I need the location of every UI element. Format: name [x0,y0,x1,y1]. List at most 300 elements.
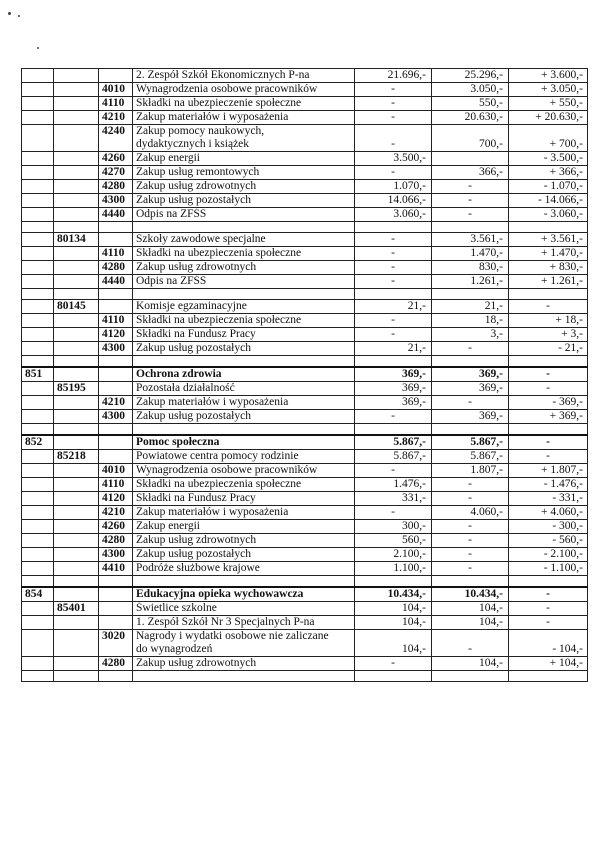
plan-cell: 21.696,- [355,69,432,83]
section-cell: 85218 [54,450,99,464]
paragraph-cell: 4110 [99,478,133,492]
paragraph-cell: 4010 [99,83,133,97]
chapter-cell [22,300,54,314]
table-row [22,450,588,464]
name-cell: Świetlice szkolne [133,602,355,616]
chapter-cell [22,562,54,576]
table-row [22,382,588,396]
empty-cell [509,289,588,300]
plan-cell: 5.867,- [355,450,432,464]
paragraph-cell: 4280 [99,180,133,194]
plan-cell [355,630,432,644]
table-row [22,396,588,410]
plan-cell: 300,- [355,520,432,534]
section-cell [54,534,99,548]
after-cell: - [432,342,509,356]
chapter-cell [22,643,54,657]
empty-cell [432,424,509,436]
name-cell: do wynagrodzeń [133,643,355,657]
plan-cell: - [355,138,432,152]
chapter-cell [22,616,54,630]
chapter-cell [22,194,54,208]
after-cell: 369,- [432,382,509,396]
section-cell [54,208,99,222]
section-cell [54,125,99,139]
section-cell [54,247,99,261]
name-cell: Nagrody i wydatki osobowe nie zaliczane [133,630,355,644]
chapter-row [22,435,588,450]
after-cell: 18,- [432,314,509,328]
plan-cell: - [355,464,432,478]
after-cell: 25.296,- [432,69,509,83]
chapter-cell [22,125,54,139]
table-row [22,314,588,328]
plan-cell: 3.060,- [355,208,432,222]
after-cell: 1.261,- [432,275,509,289]
chapter-cell [22,69,54,83]
table-row [22,410,588,424]
empty-cell [355,671,432,682]
section-cell: 80134 [54,233,99,247]
paragraph-cell: 4300 [99,342,133,356]
chapter-cell [22,492,54,506]
chapter-cell [22,180,54,194]
name-cell: Zakup usług zdrowotnych [133,261,355,275]
section-cell [54,367,99,382]
after-cell: 830,- [432,261,509,275]
section-cell [54,630,99,644]
empty-cell [355,356,432,368]
delta-cell: + 366,- [509,166,588,180]
after-cell: 3.561,- [432,233,509,247]
empty-cell [99,671,133,682]
paragraph-cell: 4260 [99,520,133,534]
table-row [22,630,588,644]
chapter-cell [22,111,54,125]
name-cell: Zakup materiałów i wyposażenia [133,396,355,410]
empty-cell [432,671,509,682]
after-cell: 1.807,- [432,464,509,478]
empty-cell [22,356,54,368]
section-cell [54,275,99,289]
section-cell: 80145 [54,300,99,314]
paragraph-cell: 4270 [99,166,133,180]
after-cell: 5.867,- [432,435,509,450]
section-cell [54,520,99,534]
table-row [22,233,588,247]
paragraph-cell: 4280 [99,534,133,548]
plan-cell: 5.867,- [355,435,432,450]
delta-cell: + 104,- [509,657,588,671]
section-cell [54,643,99,657]
after-cell: 104,- [432,616,509,630]
after-cell: 369,- [432,410,509,424]
table-row [22,506,588,520]
table-row [22,328,588,342]
scan-speck [37,47,39,49]
name-cell: 1. Zespół Szkół Nr 3 Specjalnych P-na [133,616,355,630]
section-cell: 85401 [54,602,99,616]
paragraph-cell: 4440 [99,208,133,222]
after-cell: 10.434,- [432,587,509,602]
after-cell [432,125,509,139]
spacer-row [22,222,588,233]
table-row [22,300,588,314]
delta-cell: - 2.100,- [509,548,588,562]
name-cell: Zakup usług pozostałych [133,342,355,356]
plan-cell: 10.434,- [355,587,432,602]
paragraph-cell: 4300 [99,548,133,562]
section-cell: 85195 [54,382,99,396]
plan-cell: - [355,83,432,97]
plan-cell: - [355,657,432,671]
after-cell: 366,- [432,166,509,180]
empty-cell [99,289,133,300]
chapter-cell [22,657,54,671]
paragraph-cell: 4260 [99,152,133,166]
paragraph-cell: 4210 [99,506,133,520]
after-cell: 550,- [432,97,509,111]
table-row [22,83,588,97]
plan-cell [355,125,432,139]
empty-cell [22,222,54,233]
table-row [22,261,588,275]
scan-speck [18,15,20,17]
name-cell: Odpis na ZFŚS [133,208,355,222]
name-cell: Edukacyjna opieka wychowawcza [133,587,355,602]
paragraph-cell [99,382,133,396]
delta-cell: + 550,- [509,97,588,111]
section-cell [54,342,99,356]
table-row [22,166,588,180]
name-cell: dydaktycznych i książek [133,138,355,152]
delta-cell: + 1.261,- [509,275,588,289]
plan-cell: - [355,410,432,424]
paragraph-cell: 4010 [99,464,133,478]
empty-cell [22,424,54,436]
table-row [22,602,588,616]
empty-cell [54,576,99,588]
plan-cell: - [355,261,432,275]
name-cell: Komisje egzaminacyjne [133,300,355,314]
table-row-continuation [22,138,588,152]
delta-cell: - 104,- [509,643,588,657]
spacer-row [22,356,588,368]
name-cell: Zakup usług zdrowotnych [133,534,355,548]
table-row [22,69,588,83]
name-cell: Składki na ubezpieczenie społeczne [133,97,355,111]
table-row [22,208,588,222]
name-cell: Zakup materiałów i wyposażenia [133,506,355,520]
delta-cell: - 3.500,- [509,152,588,166]
delta-cell: - 300,- [509,520,588,534]
section-cell [54,587,99,602]
plan-cell: 14.066,- [355,194,432,208]
paragraph-cell: 4210 [99,396,133,410]
empty-cell [509,576,588,588]
empty-cell [99,424,133,436]
paragraph-cell [99,300,133,314]
section-cell [54,657,99,671]
paragraph-cell: 4300 [99,410,133,424]
name-cell: Ochrona zdrowia [133,367,355,382]
name-cell: Szkoły zawodowe specjalne [133,233,355,247]
table-row [22,342,588,356]
name-cell: Składki na ubezpieczenia społeczne [133,247,355,261]
delta-cell: - [509,382,588,396]
plan-cell: 3.500,- [355,152,432,166]
table-row [22,152,588,166]
table-row [22,180,588,194]
name-cell: Składki na Fundusz Pracy [133,492,355,506]
empty-cell [54,222,99,233]
after-cell: - [432,194,509,208]
table-row [22,562,588,576]
delta-cell: - 14.066,- [509,194,588,208]
chapter-cell [22,382,54,396]
paragraph-cell: 4280 [99,261,133,275]
name-cell: Wynagrodzenia osobowe pracowników [133,464,355,478]
name-cell: Podróże służbowe krajowe [133,562,355,576]
name-cell: Zakup usług zdrowotnych [133,180,355,194]
paragraph-cell: 4210 [99,111,133,125]
delta-cell: - 560,- [509,534,588,548]
table-row [22,194,588,208]
paragraph-cell: 4120 [99,492,133,506]
budget-table-body [22,69,588,682]
chapter-row [22,587,588,602]
chapter-cell [22,534,54,548]
chapter-cell [22,464,54,478]
name-cell: Zakup pomocy naukowych, [133,125,355,139]
chapter-cell [22,548,54,562]
name-cell: Zakup energii [133,152,355,166]
name-cell: Składki na Fundusz Pracy [133,328,355,342]
chapter-cell [22,450,54,464]
delta-cell: + 20.630,- [509,111,588,125]
chapter-cell [22,410,54,424]
after-cell: 20.630,- [432,111,509,125]
table-row [22,247,588,261]
plan-cell: 331,- [355,492,432,506]
table-row [22,657,588,671]
section-cell [54,464,99,478]
after-cell: - [432,396,509,410]
table-row [22,492,588,506]
after-cell: 3,- [432,328,509,342]
chapter-cell: 851 [22,367,54,382]
empty-cell [355,576,432,588]
section-cell [54,69,99,83]
after-cell: - [432,478,509,492]
empty-cell [432,356,509,368]
table-row-continuation [22,643,588,657]
name-cell: Zakup energii [133,520,355,534]
table-row [22,616,588,630]
table-row [22,548,588,562]
paragraph-cell [99,643,133,657]
chapter-cell [22,314,54,328]
after-cell: 104,- [432,657,509,671]
delta-cell: - [509,367,588,382]
delta-cell: + 830,- [509,261,588,275]
delta-cell [509,630,588,644]
paragraph-cell: 4120 [99,328,133,342]
delta-cell: - [509,602,588,616]
plan-cell: 104,- [355,616,432,630]
plan-cell: 21,- [355,300,432,314]
table-row [22,534,588,548]
paragraph-cell: 3020 [99,630,133,644]
name-cell: Składki na ubezpieczenia społeczne [133,314,355,328]
plan-cell: - [355,97,432,111]
paragraph-cell: 4440 [99,275,133,289]
empty-cell [54,671,99,682]
name-cell: Pomoc społeczna [133,435,355,450]
chapter-cell [22,208,54,222]
after-cell: 104,- [432,602,509,616]
name-cell: 2. Zespół Szkół Ekonomicznych P-na [133,69,355,83]
plan-cell: - [355,506,432,520]
paragraph-cell [99,602,133,616]
delta-cell: - 21,- [509,342,588,356]
empty-cell [509,424,588,436]
section-cell [54,492,99,506]
after-cell: 5.867,- [432,450,509,464]
after-cell: - [432,208,509,222]
paragraph-cell [99,233,133,247]
plan-cell: - [355,275,432,289]
name-cell: Zakup usług pozostałych [133,194,355,208]
after-cell: - [432,180,509,194]
plan-cell: 369,- [355,367,432,382]
spacer-row [22,671,588,682]
delta-cell: - 3.060,- [509,208,588,222]
table-row [22,520,588,534]
delta-cell: + 369,- [509,410,588,424]
empty-cell [133,289,355,300]
empty-cell [432,576,509,588]
paragraph-cell: 4240 [99,125,133,139]
section-cell [54,328,99,342]
plan-cell: 104,- [355,602,432,616]
empty-cell [54,289,99,300]
delta-cell: - [509,450,588,464]
budget-table [21,68,588,682]
delta-cell: + 1.470,- [509,247,588,261]
delta-cell: - 1.476,- [509,478,588,492]
chapter-cell [22,233,54,247]
name-cell: Wynagrodzenia osobowe pracowników [133,83,355,97]
section-cell [54,478,99,492]
chapter-cell [22,97,54,111]
spacer-row [22,424,588,436]
name-cell: Zakup usług remontowych [133,166,355,180]
section-cell [54,138,99,152]
empty-cell [54,356,99,368]
delta-cell: - [509,616,588,630]
paragraph-cell [99,435,133,450]
name-cell: Składki na ubezpieczenia społeczne [133,478,355,492]
plan-cell: - [355,247,432,261]
after-cell: - [432,562,509,576]
plan-cell: - [355,166,432,180]
delta-cell: - [509,300,588,314]
after-cell: 369,- [432,367,509,382]
section-cell [54,152,99,166]
empty-cell [509,356,588,368]
plan-cell: 369,- [355,382,432,396]
delta-cell: + 3.050,- [509,83,588,97]
section-cell [54,396,99,410]
empty-cell [99,576,133,588]
section-cell [54,166,99,180]
after-cell [432,630,509,644]
plan-cell: 2.100,- [355,548,432,562]
chapter-cell [22,138,54,152]
delta-cell: + 3.561,- [509,233,588,247]
delta-cell: + 18,- [509,314,588,328]
after-cell: 3.050,- [432,83,509,97]
chapter-cell: 854 [22,587,54,602]
chapter-cell: 852 [22,435,54,450]
empty-cell [22,289,54,300]
after-cell: - [432,534,509,548]
delta-cell: - [509,435,588,450]
empty-cell [355,424,432,436]
delta-cell: + 700,- [509,138,588,152]
chapter-cell [22,83,54,97]
paragraph-cell [99,587,133,602]
empty-cell [432,222,509,233]
chapter-cell [22,247,54,261]
delta-cell: + 3.600,- [509,69,588,83]
delta-cell: - [509,587,588,602]
section-cell [54,506,99,520]
after-cell: - [432,643,509,657]
paragraph-cell: 4110 [99,97,133,111]
plan-cell: 369,- [355,396,432,410]
chapter-cell [22,520,54,534]
after-cell: - [432,520,509,534]
section-cell [54,410,99,424]
paragraph-cell: 4110 [99,314,133,328]
delta-cell: - 369,- [509,396,588,410]
section-cell [54,83,99,97]
scan-speck [8,12,11,15]
chapter-cell [22,328,54,342]
section-cell [54,194,99,208]
empty-cell [509,671,588,682]
table-row [22,464,588,478]
empty-cell [355,222,432,233]
after-cell: 21,- [432,300,509,314]
paragraph-cell: 4410 [99,562,133,576]
name-cell: Zakup materiałów i wyposażenia [133,111,355,125]
empty-cell [133,356,355,368]
table-row [22,125,588,139]
empty-cell [133,424,355,436]
after-cell [432,152,509,166]
empty-cell [99,222,133,233]
after-cell: - [432,492,509,506]
paragraph-cell [99,616,133,630]
section-cell [54,111,99,125]
chapter-cell [22,342,54,356]
table-row [22,478,588,492]
delta-cell [509,125,588,139]
spacer-row [22,576,588,588]
